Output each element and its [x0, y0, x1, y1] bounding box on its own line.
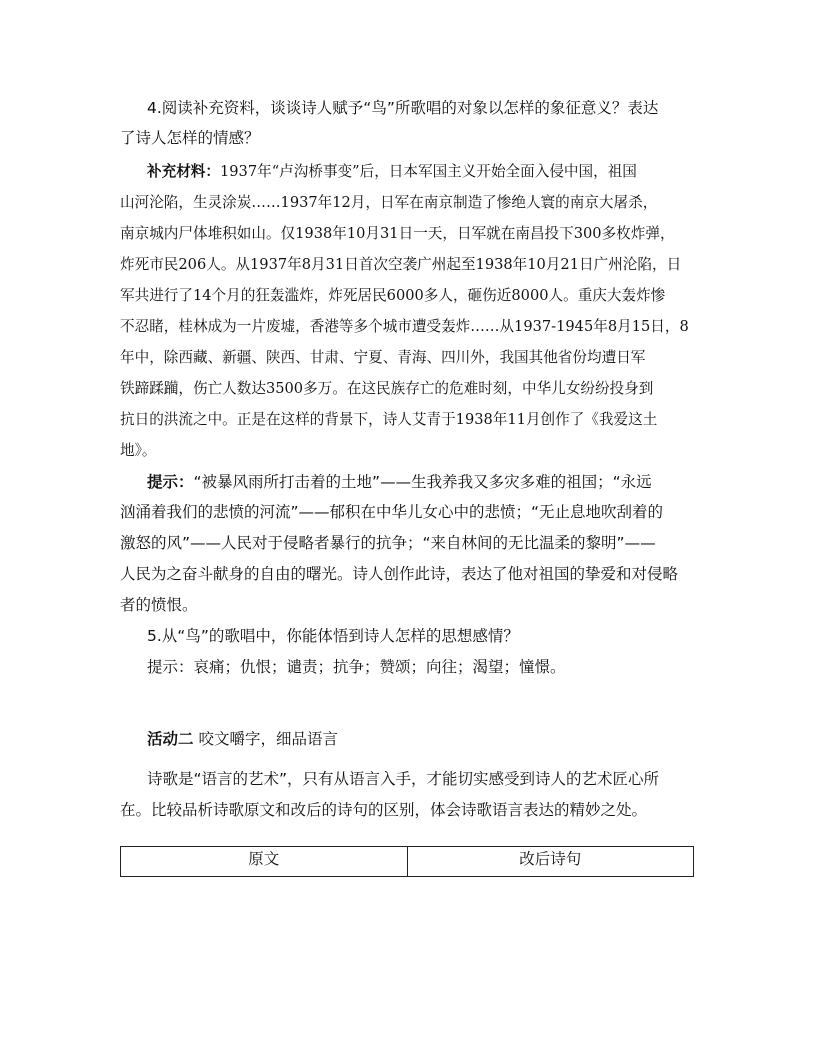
- supplement-line-6: 不忍睹，桂林成为一片废墟，香港等多个城市遭受轰炸……从1937-1945年8月15日，8: [120, 318, 689, 335]
- supplement-line-5: 军共进行了14个月的狂轰滥炸，炸死居民6000多人，砸伤近8000人。重庆大轰炸惨: [120, 287, 666, 304]
- hint-label: 提示：: [147, 473, 194, 491]
- activity-2-intro-line-2: 在。比较品析诗歌原文和改后的诗句的区别，体会诗歌语言表达的精妙之处。: [120, 801, 648, 819]
- hint-text: “被暴风雨所打击着的土地”——生我养我又多灾多难的祖国；“永远: [193, 473, 652, 491]
- supplement-line-8: 铁蹄蹂躏，伤亡人数达3500多万。在这民族存亡的危难时刻，中华儿女纷纷投身到: [120, 380, 654, 397]
- supplement-line-1: [147, 160, 637, 181]
- activity-2-label: 活动二: [147, 730, 194, 748]
- activity-2-heading: [147, 727, 338, 749]
- question-4-line-2: 了诗人怎样的情感？: [120, 129, 260, 147]
- activity-2-intro-line-1: 诗歌是“语言的艺术”，只有从语言入手，才能切实感受到诗人的艺术匠心所: [147, 770, 660, 788]
- supplement-line-10: 地》。: [120, 442, 157, 459]
- question-4-line-1: 4.阅读补充资料，谈谈诗人赋予“鸟”所歌唱的对象以怎样的象征意义？表达: [147, 99, 659, 117]
- supplement-line-4: 炸死市民206人。从1937年8月31日首次空袭广州起至1938年10月21日广州沦陷，日: [120, 256, 682, 273]
- supplement-text: 1937年“卢沟桥事变”后，日本军国主义开始全面入侵中国，祖国: [219, 163, 637, 180]
- supplement-label: 补充材料：: [147, 163, 220, 180]
- activity-2-title: 咬文嚼字，细品语言: [198, 730, 338, 748]
- hint-4-line-1: [147, 470, 652, 492]
- supplement-line-2: 山河沦陷，生灵涂炭……1937年12月，日军在南京制造了惨绝人寰的南京大屠杀，: [120, 194, 658, 211]
- comparison-table: [120, 846, 694, 877]
- supplement-line-7: 年中，除西藏、新疆、陕西、甘肃、宁夏、青海、四川外，我国其他省份均遭日军: [120, 349, 646, 366]
- hint-4-line-5: 者的愤恨。: [120, 596, 198, 614]
- hint-5: 提示：哀痛；仇恨；谴责；抗争；赞颂；向往；渴望；憧憬。: [147, 658, 566, 676]
- hint-4-line-3: 激怒的风”——人民对于侵略者暴行的抗争；“来自林间的无比温柔的黎明”——: [120, 534, 656, 552]
- supplement-line-3: 南京城内尸体堆积如山。仅1938年10月31日一天，日军就在南昌投下300多枚炸弹，: [120, 225, 675, 242]
- question-5: 5.从“鸟”的歌唱中，你能体悟到诗人怎样的思想感情？: [147, 627, 519, 645]
- supplement-line-9: 抗日的洪流之中。正是在这样的背景下，诗人艾青于1938年11月创作了《我爱这土: [120, 411, 658, 428]
- table-header-revised: 改后诗句: [407, 847, 694, 876]
- table-header-original: 原文: [248, 850, 280, 868]
- hint-4-line-2: 汹涌着我们的悲愤的河流”——郁积在中华儿女心中的悲愤；“无止息地吹刮着的: [120, 503, 664, 521]
- hint-4-line-4: 人民为之奋斗献身的自由的曙光。诗人创作此诗，表达了他对祖国的挚爱和对侵略: [120, 565, 679, 583]
